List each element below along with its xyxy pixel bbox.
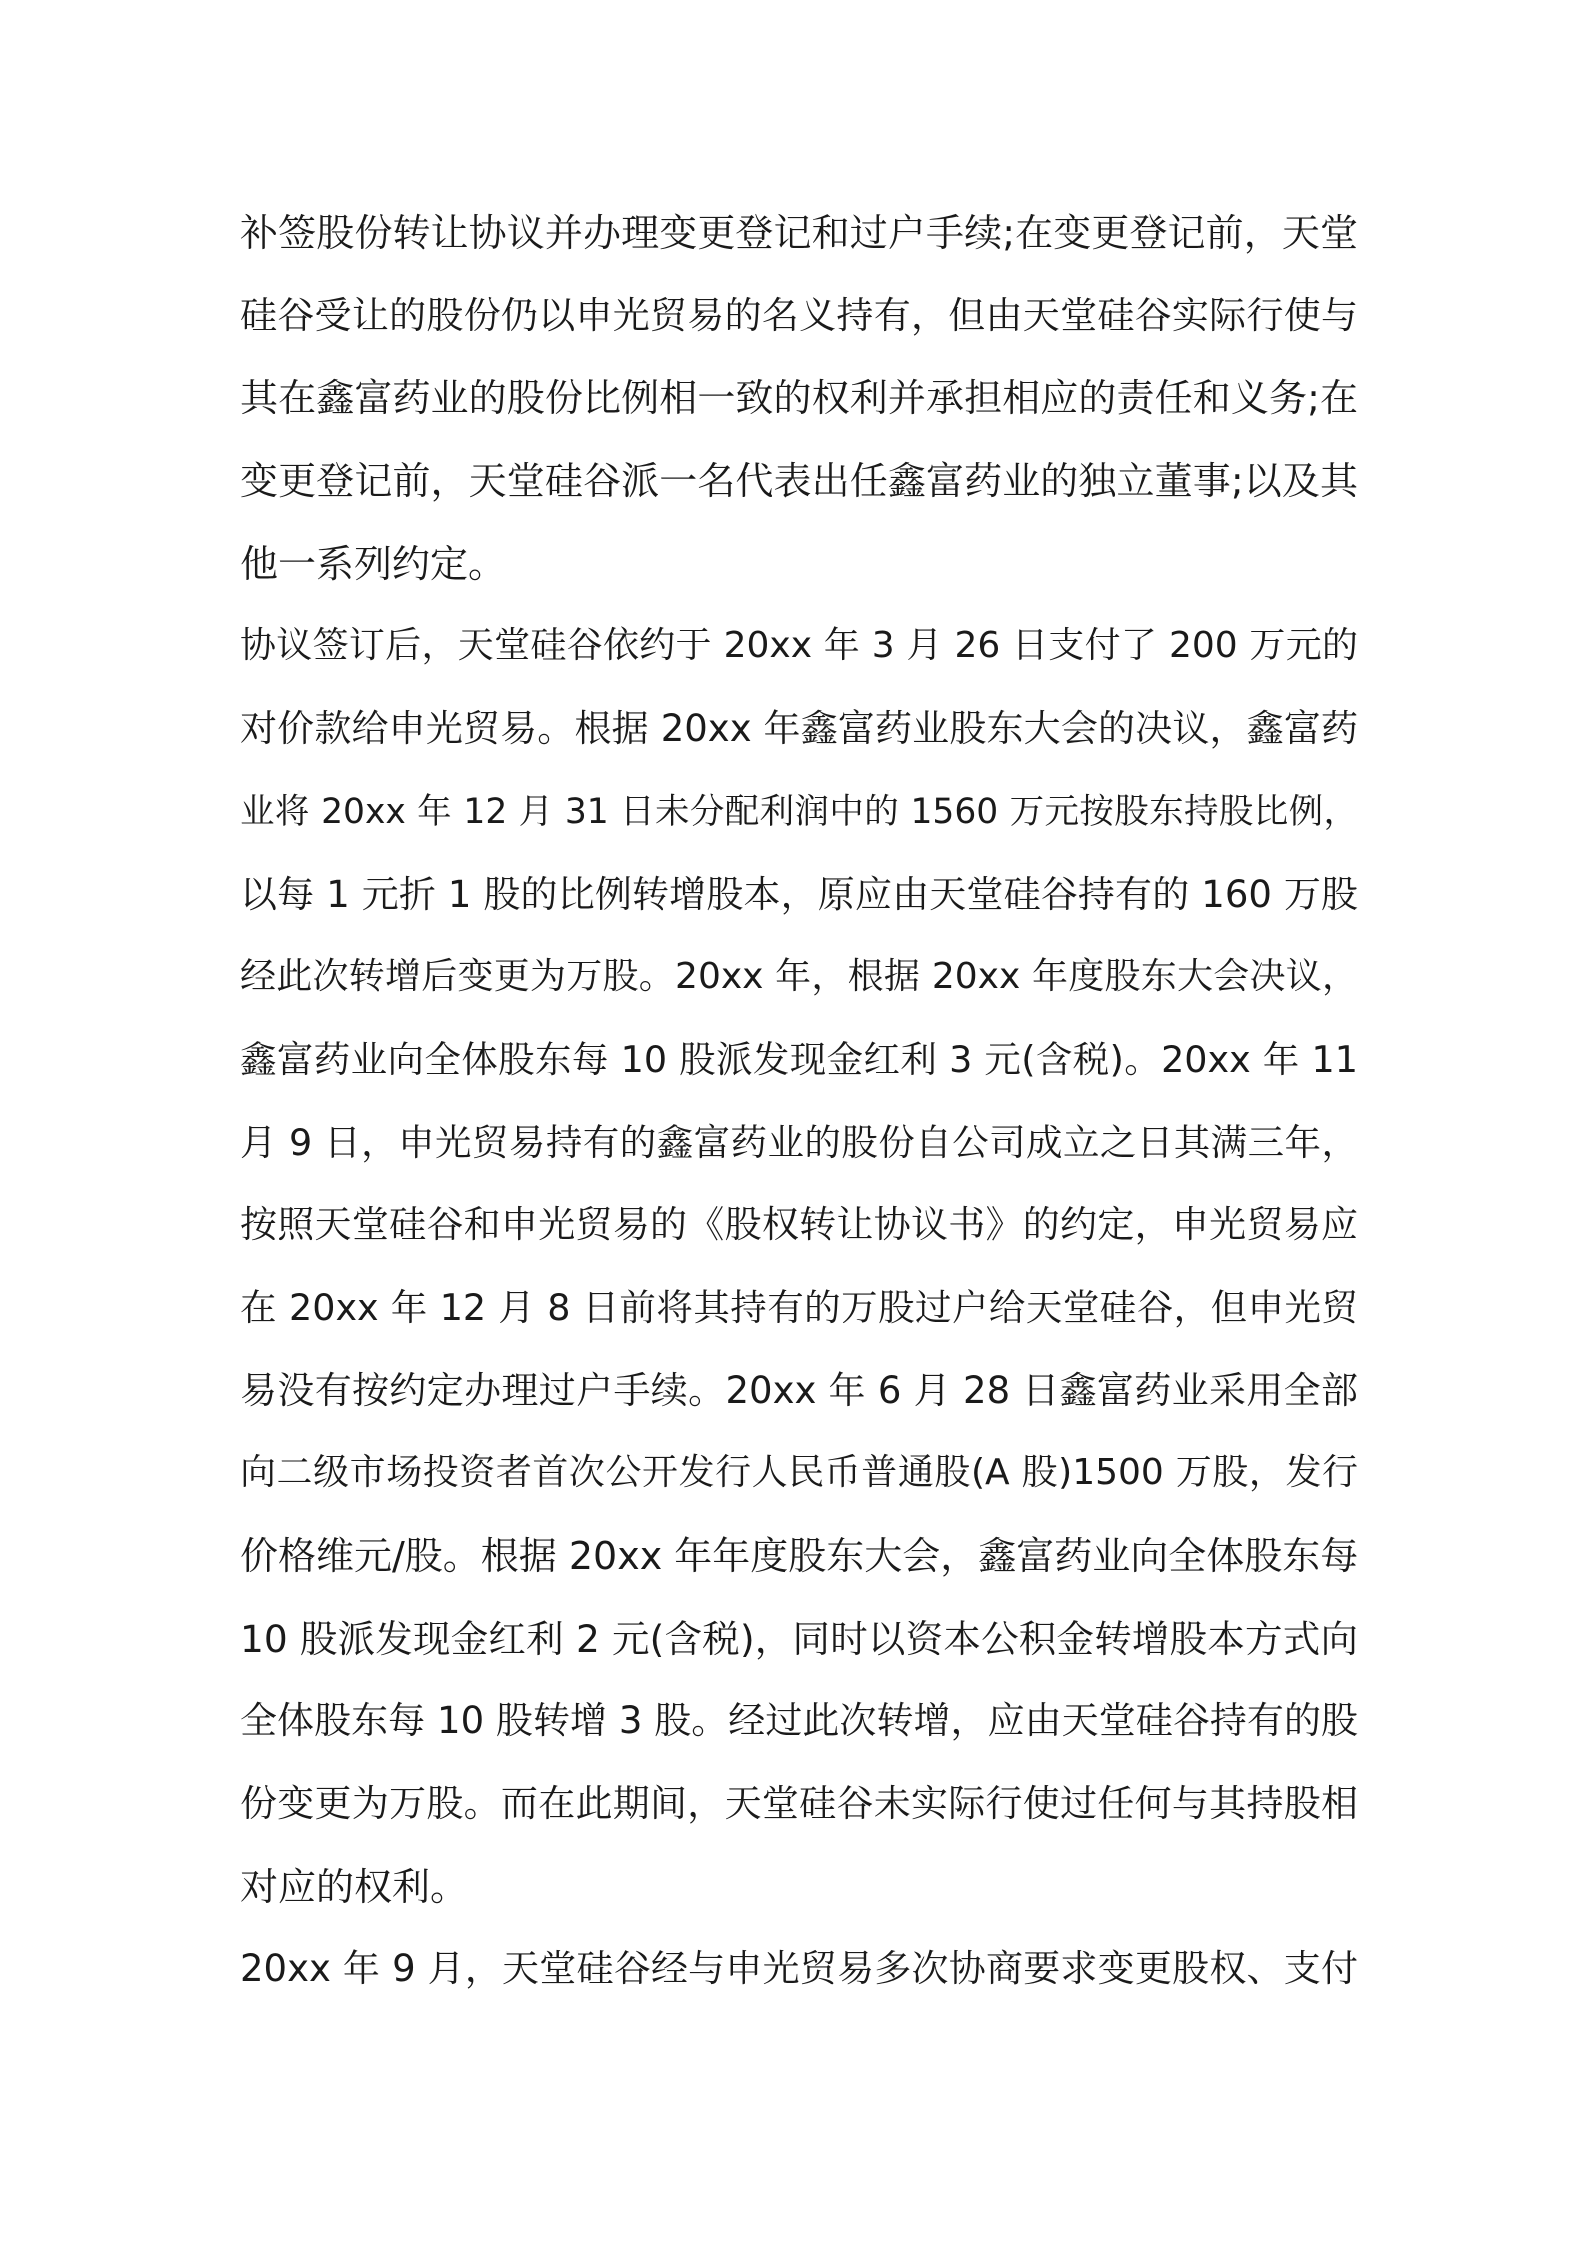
text-line: 业将 20xx 年 12 月 31 日未分配利润中的 1560 万元按股东持股比例， xyxy=(240,791,1358,832)
text-line: 10 股派发现金红利 2 元(含税)，同时以资本公积金转增股本方式向 xyxy=(240,1616,1358,1661)
text-line: 协议签订后，天堂硅谷依约于 20xx 年 3 月 26 日支付了 200 万元的 xyxy=(240,625,1358,667)
text-line: 在 20xx 年 12 月 8 日前将其持有的万股过户给天堂硅谷，但申光贸 xyxy=(240,1285,1358,1329)
text-line: 其在鑫富药业的股份比例相一致的权利并承担相应的责任和义务;在 xyxy=(240,376,1358,421)
text-line: 全体股东每 10 股转增 3 股。经过此次转增，应由天堂硅谷持有的股 xyxy=(240,1699,1358,1743)
text-line: 补签股份转让协议并办理变更登记和过户手续;在变更登记前，天堂 xyxy=(240,211,1358,255)
text-line: 鑫富药业向全体股东每 10 股派发现金红利 3 元(含税)。20xx 年 11 xyxy=(240,1037,1358,1081)
text-line: 硅谷受让的股份仍以申光贸易的名义持有，但由天堂硅谷实际行使与 xyxy=(240,293,1358,337)
text-line: 变更登记前，天堂硅谷派一名代表出任鑫富药业的独立董事;以及其 xyxy=(240,459,1358,504)
text-line: 他一系列约定。 xyxy=(240,541,507,586)
text-line: 按照天堂硅谷和申光贸易的《股权转让协议书》的约定，申光贸易应 xyxy=(240,1203,1358,1247)
text-line: 对价款给申光贸易。根据 20xx 年鑫富药业股东大会的决议，鑫富药 xyxy=(240,707,1358,751)
text-line: 经此次转增后变更为万股。20xx 年，根据 20xx 年度股东大会决议， xyxy=(240,956,1358,998)
document-body xyxy=(240,192,1358,2011)
text-line: 20xx 年 9 月，天堂硅谷经与申光贸易多次协商要求变更股权、支付 xyxy=(240,1947,1358,1991)
text-line: 以每 1 元折 1 股的比例转增股本，原应由天堂硅谷持有的 160 万股 xyxy=(240,872,1358,916)
text-line: 月 9 日，申光贸易持有的鑫富药业的股份自公司成立之日其满三年， xyxy=(240,1120,1358,1164)
text-line: 对应的权利。 xyxy=(240,1864,469,1909)
text-line: 向二级市场投资者首次公开发行人民币普通股(A 股)1500 万股，发行 xyxy=(240,1452,1358,1494)
text-line: 份变更为万股。而在此期间，天堂硅谷未实际行使过任何与其持股相 xyxy=(240,1782,1358,1826)
text-line: 易没有按约定办理过户手续。20xx 年 6 月 28 日鑫富药业采用全部 xyxy=(240,1368,1358,1412)
text-line: 价格维元/股。根据 20xx 年年度股东大会，鑫富药业向全体股东每 xyxy=(240,1534,1359,1578)
